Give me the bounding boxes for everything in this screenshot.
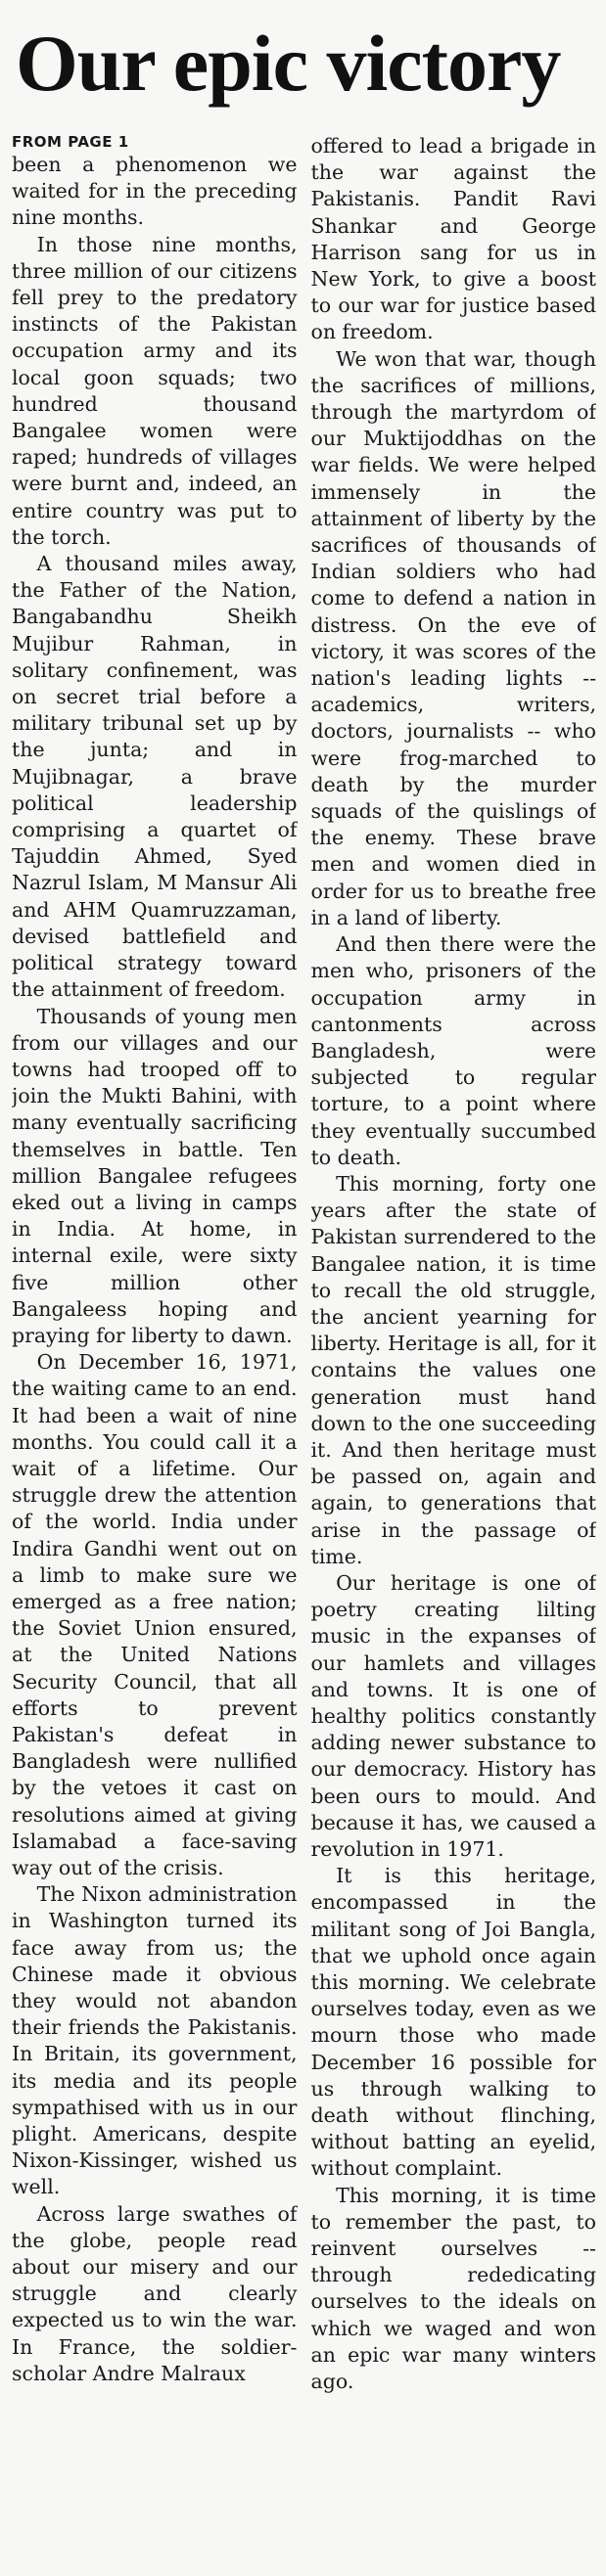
paragraph: We won that war, though the sacrifices of millions, through the martyrdom of our Muktijoddhas on the war fields. We were helped immensely in the attainment of liberty by the sacrifices of thousands of Indian soldiers who had come to defend a nation in distress. On the eve of victory, it was scores of the nation's leading lights -- academics, writers, doctors, journalists -- who were frog-marched to death by the murder squads of the quislings of the enemy. These brave men and women died in order for us to breathe free in a land of liberty. [310,346,596,929]
paragraph: This morning, forty one years after the state of Pakistan surrendered to the Bangalee nation, it is time to recall the old struggle, the ancient yearning for liberty. Heritage is all, for it contains the values one generation must hand down to the one succeeding it. And then heritage must be passed on, again and again, to generations that arise in the passage of time. [310,1171,596,1568]
continuation-kicker: FROM PAGE 1 [12,133,129,151]
paragraph: On December 16, 1971, the waiting came to an end. It had been a wait of nine months. You could call it a wait of a lifetime. Our struggle drew the attention of the world. India under Indira Gandhi went out on a limb to make sure we emerged as a free nation; the Soviet Union ensured, at the United Nations Security Council, that all efforts to prevent Pakistan's defeat in Bangladesh were nullified by the vetoes it cast on resolutions aimed at giving Islamabad a face-saving way out of the crisis. [12,1350,298,1879]
article-headline: Our epic victory [16,19,561,108]
paragraph: And then there were the men who, prisoners of the occupation army in cantonments across Bangladesh, were subjected to regular torture, to a point where they eventually succumbed to death. [310,932,596,1169]
paragraph: It is this heritage, encompassed in the militant song of Joi Bangla, that we uphold once again this morning. We celebrate ourselves today, even as we mourn those who made December 16 possible for us through walking to death without flinching, without batting an eyelid, without complaint. [310,1864,596,2181]
paragraph: been a phenomenon we waited for in the preceding nine months. [12,153,298,230]
paragraph: Our heritage is one of poetry creating lilting music in the expanses of our hamlets and villages and towns. It is one of healthy politics constantly adding newer substance to our democracy. History has been ours to mould. And because it has, we caused a revolution in 1971. [310,1570,596,1861]
paragraph: This morning, it is time to remember the past, to reinvent ourselves -- through rededicating ourselves to the ideals on which we waged and won an epic war many winters ago. [310,2183,596,2394]
right-column [311,133,597,2576]
paragraph: offered to lead a brigade in the war against the Pakistanis. Pandit Ravi Shankar and George Harrison sang for us in New York, to give a boost to our war for justice based on freedom. [310,134,596,344]
paragraph: A thousand miles away, the Father of the Nation, Bangabandhu Sheikh Mujibur Rahman, in solitary confinement, was on secret trial before a military tribunal set up by the junta; and in Mujibnagar, a brave political leadership comprising a quartet of Tajuddin Ahmed, Syed Nazrul Islam, M Mansur Ali and AHM Quamruzzaman, devised battlefield and political strategy toward the attainment of freedom. [12,552,298,1002]
paragraph: In those nine months, three million of our citizens fell prey to the predatory instincts of the Pakistan occupation army and its local goon squads; two hundred thousand Bangalee women were raped; hundreds of villages were burnt and, indeed, an entire country was put to the torch. [12,232,298,549]
paragraph: Across large swathes of the globe, people read about our misery and our struggle and clearly expected us to win the war. In France, the soldier-scholar Andre Malraux [12,2201,298,2385]
paragraph: The Nixon administration in Washington turned its face away from us; the Chinese made it obvious they would not abandon their friends the Pakistanis. In Britain, its government, its media and its people sympathised with us in our plight. Americans, despite Nixon-Kissinger, wished us well. [12,1882,298,2199]
article-body [12,133,596,2576]
article [0,20,606,2576]
paragraph: Thousands of young men from our villages and our towns had trooped off to join the Mukti Bahini, with many eventually sacrificing themselves in battle. Ten million Bangalee refugees eked out a living in camps in India. At home, in internal exile, were sixty five million other Bangaleess hoping and praying for liberty to dawn. [12,1004,298,1347]
left-column [12,133,298,2576]
